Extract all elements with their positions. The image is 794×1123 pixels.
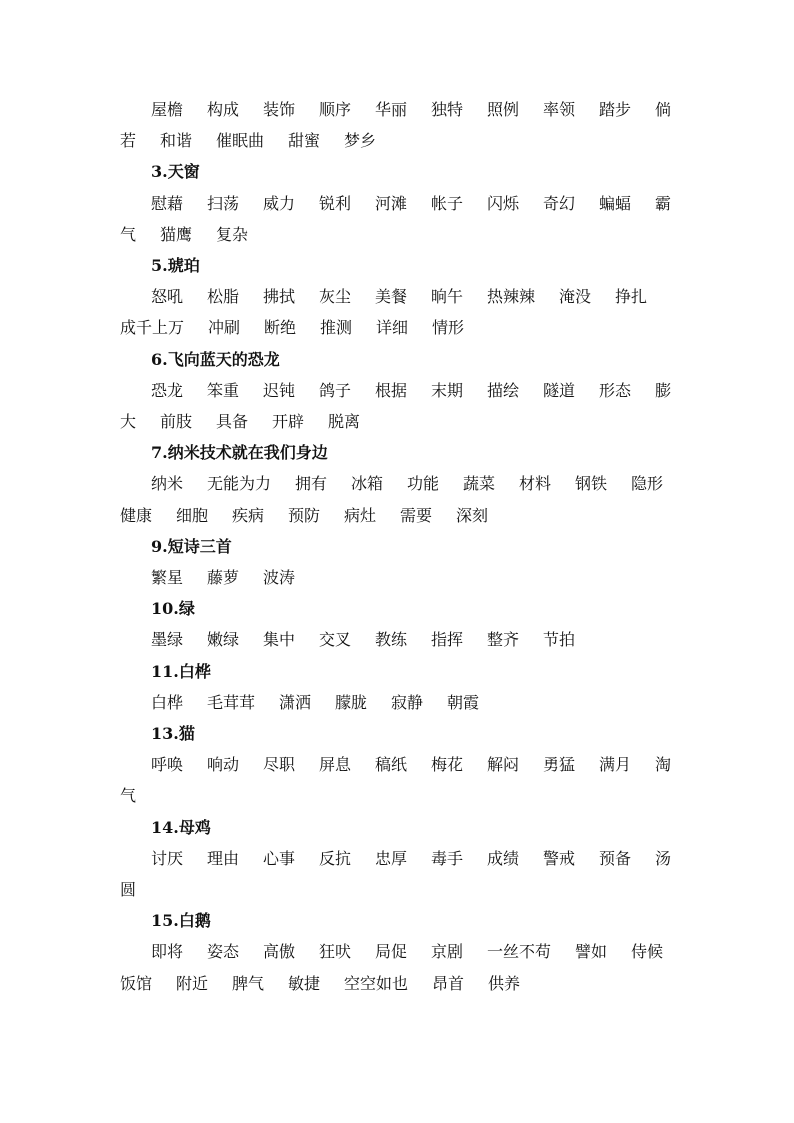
vocab-word: 淹没 (559, 287, 592, 307)
vocab-word: 构成 (207, 100, 240, 119)
vocab-word: 墨绿 (151, 630, 184, 650)
vocab-word: 慰藉 (151, 193, 184, 213)
vocab-word: 敏捷 (288, 973, 321, 993)
vocab-word: 复杂 (216, 224, 249, 244)
vocab-line (0, 566, 794, 590)
vocab-word: 忠厚 (375, 848, 408, 868)
vocab-line (0, 472, 794, 496)
vocab-word: 健康 (120, 505, 153, 525)
vocab-word: 稿纸 (375, 755, 408, 775)
vocab-word: 需要 (400, 505, 433, 525)
vocab-line (0, 192, 794, 216)
vocab-word: 灰尘 (319, 287, 352, 307)
vocab-word: 拂拭 (263, 287, 296, 307)
vocab-word: 冰箱 (351, 474, 384, 494)
vocab-line (0, 410, 794, 434)
vocab-word: 锐利 (319, 193, 352, 213)
vocab-word: 恐龙 (151, 380, 184, 400)
vocab-word: 美餐 (375, 287, 408, 307)
vocab-word: 汤 (655, 848, 672, 868)
vocab-word: 理由 (207, 848, 240, 868)
vocab-word: 毒手 (431, 848, 464, 868)
vocab-word: 末期 (431, 380, 464, 400)
vocab-word: 脱离 (328, 412, 361, 431)
vocab-word: 潇洒 (279, 692, 312, 712)
lesson-heading: 13.猫 (151, 724, 195, 743)
vocab-word: 满月 (599, 755, 632, 775)
lesson-heading: 11.白桦 (151, 661, 211, 681)
vocab-line (0, 129, 794, 153)
vocab-word: 侍候 (631, 942, 664, 962)
vocab-word: 晌午 (431, 287, 464, 307)
vocab-word: 屋檐 (151, 100, 184, 119)
vocab-word: 反抗 (319, 848, 352, 868)
vocab-word: 整齐 (487, 630, 520, 650)
vocab-word: 白桦 (151, 692, 184, 712)
vocab-word: 成绩 (487, 848, 520, 868)
vocab-word: 节拍 (543, 630, 576, 650)
vocab-word: 装饰 (263, 100, 296, 119)
vocab-word: 集中 (263, 630, 296, 650)
vocab-word: 扫荡 (207, 193, 240, 213)
vocab-word: 断绝 (264, 318, 297, 338)
vocab-line (0, 940, 794, 964)
vocab-word: 成千上万 (120, 318, 185, 338)
vocab-word: 具备 (216, 412, 249, 431)
lesson-heading: 7.纳米技术就在我们身边 (151, 443, 328, 463)
vocab-word: 根据 (375, 380, 408, 400)
vocab-word: 钢铁 (575, 474, 608, 494)
vocab-word: 华丽 (375, 100, 408, 119)
vocab-word: 蔬菜 (463, 474, 496, 494)
vocab-line (0, 972, 794, 996)
vocab-word: 疾病 (232, 505, 265, 525)
vocab-word: 挣扎 (615, 287, 648, 307)
vocab-word: 率领 (543, 100, 576, 119)
vocab-word: 昂首 (432, 973, 465, 993)
vocab-word: 嫩绿 (207, 630, 240, 650)
vocab-word: 笨重 (207, 380, 240, 400)
vocab-word: 寂静 (391, 692, 424, 712)
lesson-heading: 15.白鹅 (151, 911, 211, 931)
vocab-word: 和谐 (160, 131, 193, 151)
vocab-word: 奇幻 (543, 193, 576, 213)
vocab-word: 气 (120, 224, 137, 244)
vocab-line (0, 628, 794, 652)
vocab-word: 朦胧 (335, 692, 368, 712)
vocab-word: 倘 (655, 100, 672, 119)
vocab-word: 波涛 (263, 568, 296, 587)
vocab-word: 纳米 (151, 474, 184, 494)
vocab-word: 深刻 (456, 505, 489, 525)
vocab-line (0, 878, 794, 902)
vocab-word: 膨 (655, 380, 672, 400)
vocab-word: 教练 (375, 630, 408, 650)
vocab-word: 即将 (151, 942, 184, 962)
vocab-word: 独特 (431, 100, 464, 119)
vocab-word: 怒吼 (151, 287, 184, 307)
vocab-word: 甜蜜 (288, 131, 321, 151)
vocab-word: 局促 (375, 942, 408, 962)
vocab-word: 狂吠 (319, 942, 352, 962)
vocab-word: 霸 (655, 193, 672, 213)
vocab-line (0, 379, 794, 403)
vocab-word: 大 (120, 412, 137, 431)
vocab-word: 迟钝 (263, 380, 296, 400)
vocab-word: 帐子 (431, 193, 464, 213)
lesson-heading: 14.母鸡 (151, 817, 211, 837)
vocab-word: 河滩 (375, 193, 408, 213)
vocab-word: 冲刷 (208, 318, 241, 338)
vocab-word: 闪烁 (487, 193, 520, 213)
vocab-word: 解闷 (487, 755, 520, 775)
vocab-word: 详细 (376, 318, 409, 338)
vocab-word: 前肢 (160, 412, 193, 431)
vocab-word: 若 (120, 131, 137, 151)
vocab-word: 材料 (519, 474, 552, 494)
vocab-word: 圆 (120, 880, 137, 899)
vocab-word: 形态 (599, 380, 632, 400)
vocab-word: 响动 (207, 755, 240, 775)
vocab-word: 情形 (432, 318, 465, 338)
vocab-word: 交叉 (319, 630, 352, 650)
vocab-word: 预备 (599, 848, 632, 868)
vocab-word: 预防 (288, 505, 321, 525)
vocab-word: 照例 (487, 100, 520, 119)
vocab-word: 开辟 (272, 412, 305, 431)
vocab-word: 饭馆 (120, 973, 153, 993)
vocab-word: 朝霞 (447, 692, 480, 712)
vocab-word: 踏步 (599, 100, 632, 119)
vocab-word: 警戒 (543, 848, 576, 868)
vocab-word: 尽职 (263, 755, 296, 775)
vocab-word: 呼唤 (151, 755, 184, 775)
vocab-word: 气 (120, 786, 137, 806)
vocab-word: 推测 (320, 318, 353, 338)
vocab-word: 供养 (488, 973, 521, 993)
lesson-heading: 6.飞向蓝天的恐龙 (151, 349, 280, 369)
vocab-word: 鸽子 (319, 380, 352, 400)
vocab-line (0, 223, 794, 247)
lesson-heading: 9.短诗三首 (151, 536, 232, 556)
vocab-word: 无能为力 (207, 474, 272, 494)
vocab-word: 催眠曲 (216, 131, 265, 151)
vocab-word: 威力 (263, 193, 296, 213)
vocab-word: 高傲 (263, 942, 296, 962)
vocab-word: 毛茸茸 (207, 692, 256, 712)
vocab-word: 隧道 (543, 380, 576, 400)
vocab-word: 心事 (263, 848, 296, 868)
vocab-word: 空空如也 (344, 973, 409, 993)
vocab-word: 脾气 (232, 973, 265, 993)
vocab-word: 描绘 (487, 380, 520, 400)
vocab-word: 蝙蝠 (599, 193, 632, 213)
vocab-line (0, 847, 794, 871)
vocab-word: 一丝不苟 (487, 942, 552, 962)
vocab-line (0, 784, 794, 808)
vocab-word: 淘 (655, 755, 672, 775)
vocab-line (0, 98, 794, 122)
vocab-word: 屏息 (319, 755, 352, 775)
vocab-line (0, 691, 794, 715)
vocab-word: 隐形 (631, 474, 664, 494)
vocab-word: 勇猛 (543, 755, 576, 775)
vocab-line (0, 316, 794, 340)
vocab-word: 繁星 (151, 568, 184, 587)
vocab-word: 譬如 (575, 942, 608, 962)
vocab-word: 姿态 (207, 942, 240, 962)
vocab-word: 细胞 (176, 505, 209, 525)
vocab-word: 顺序 (319, 100, 352, 119)
vocab-word: 梦乡 (344, 131, 377, 151)
vocab-line (0, 285, 794, 309)
vocab-word: 讨厌 (151, 848, 184, 868)
vocab-word: 指挥 (431, 630, 464, 650)
lesson-heading: 10.绿 (151, 599, 195, 619)
vocab-word: 梅花 (431, 755, 464, 775)
vocab-word: 病灶 (344, 505, 377, 525)
vocab-word: 功能 (407, 474, 440, 494)
vocab-word: 附近 (176, 973, 209, 993)
vocab-word: 热辣辣 (487, 287, 536, 307)
lesson-heading: 3.天窗 (151, 162, 200, 182)
vocab-word: 松脂 (207, 287, 240, 307)
lesson-heading: 5.琥珀 (151, 256, 200, 275)
vocab-word: 猫鹰 (160, 224, 193, 244)
vocab-word: 藤萝 (207, 568, 240, 587)
vocab-word: 拥有 (295, 474, 328, 494)
vocab-word: 京剧 (431, 942, 464, 962)
vocab-line (0, 753, 794, 777)
vocab-line (0, 504, 794, 528)
